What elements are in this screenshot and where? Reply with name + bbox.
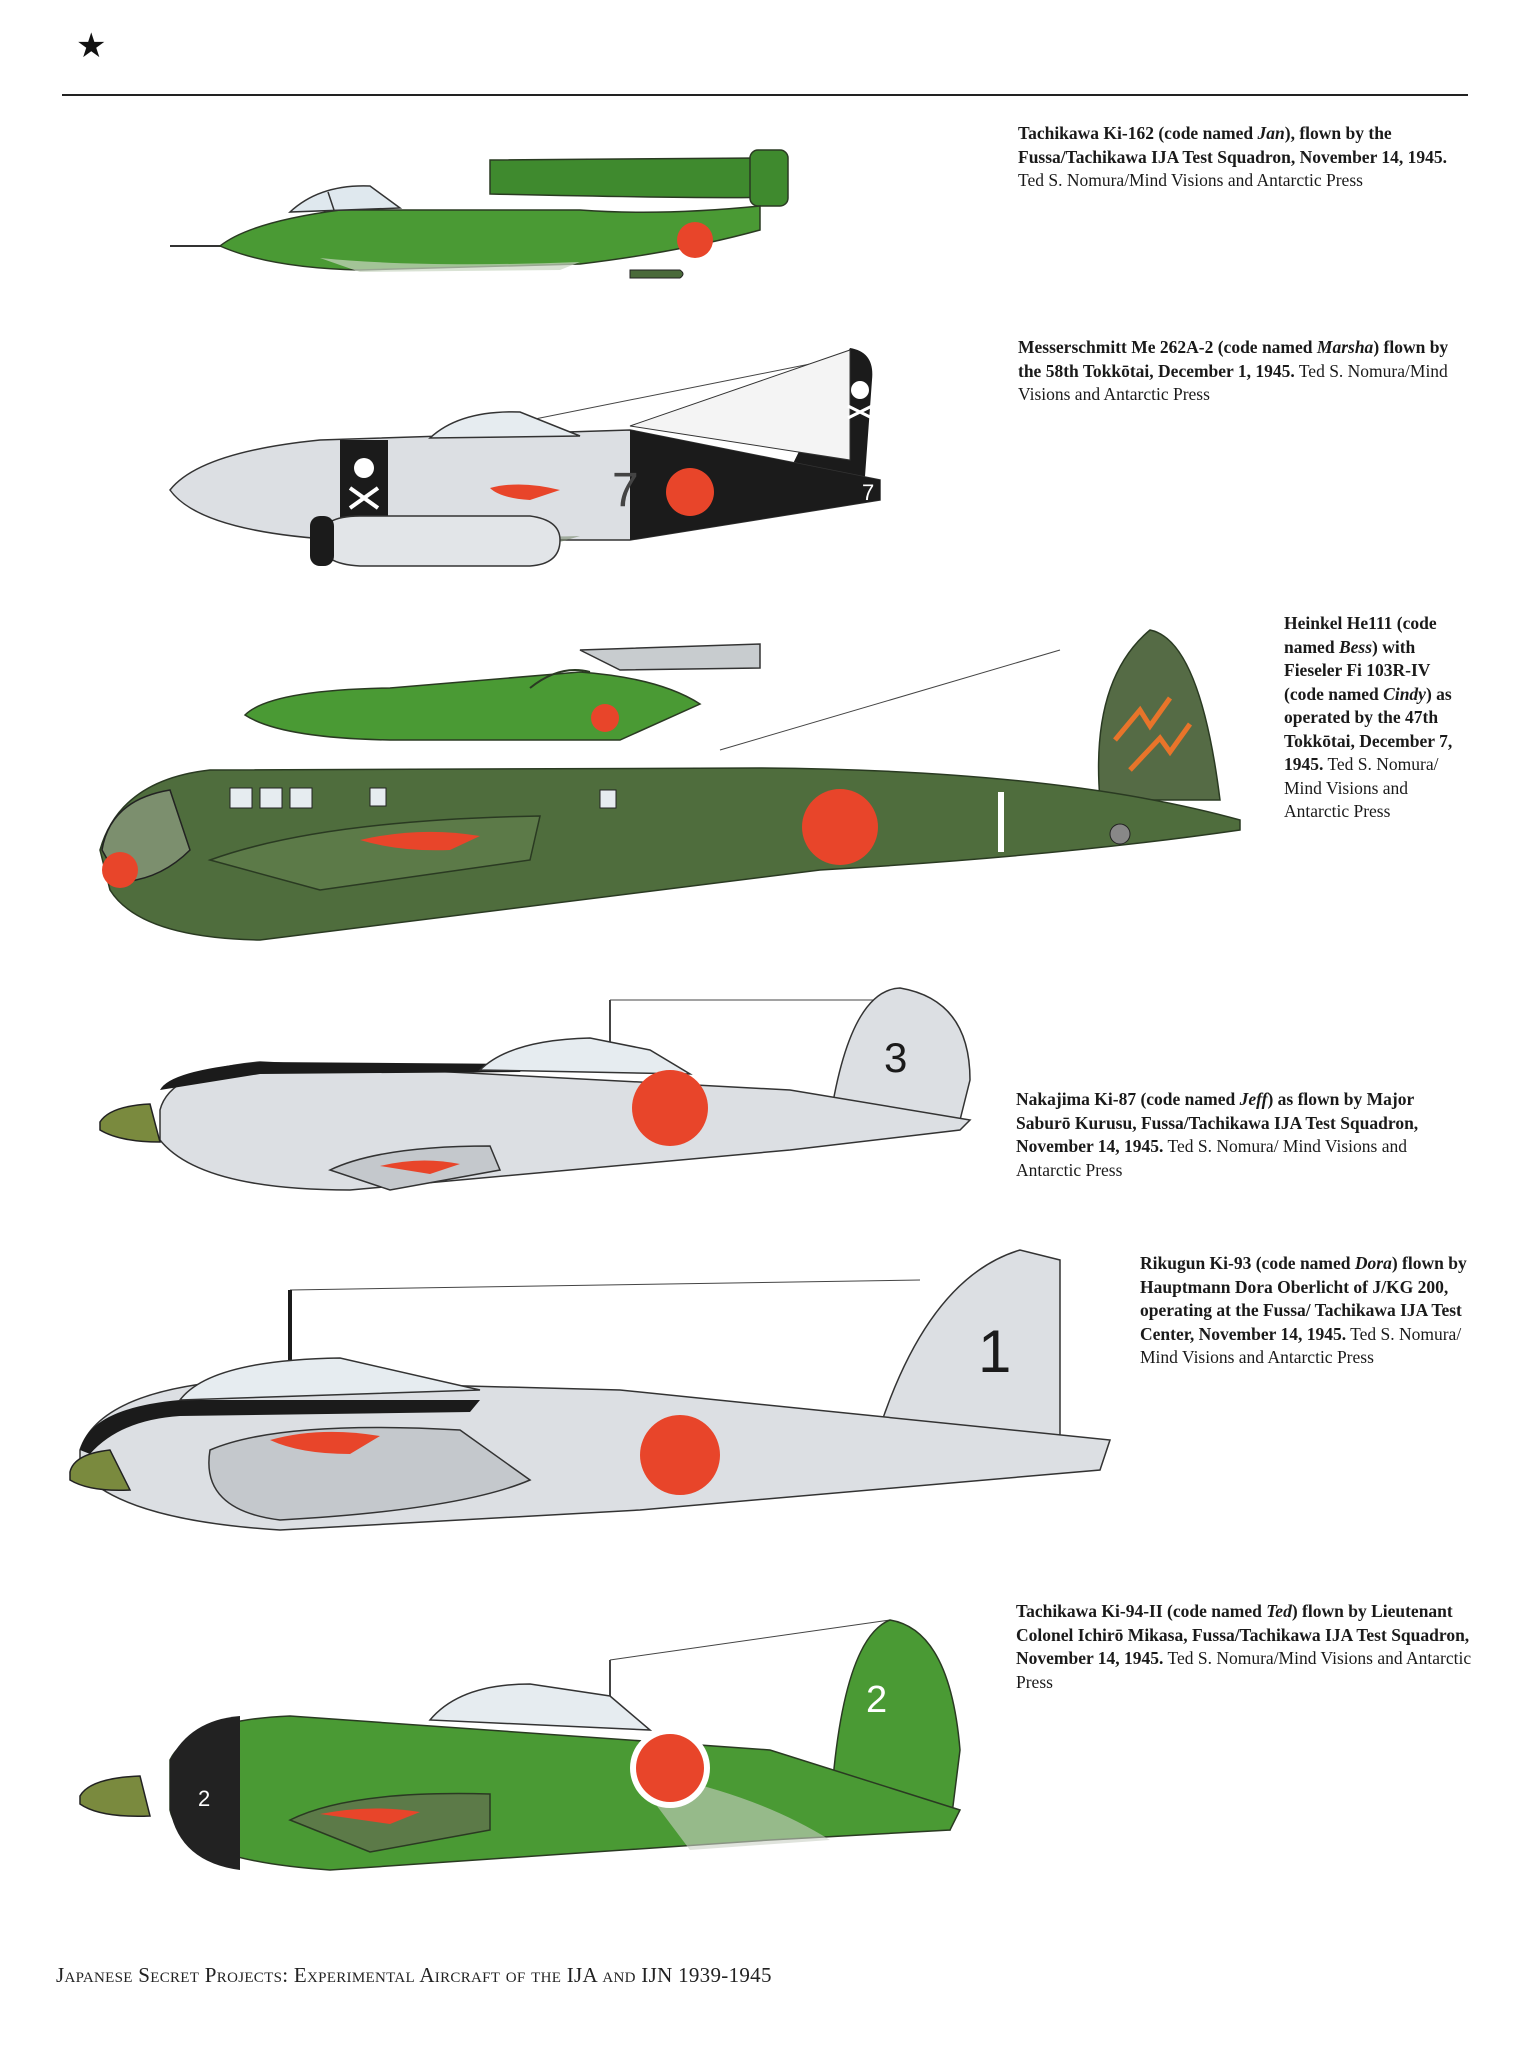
caption-he111-mid: ) with Fieseler Fi 103R-IV (code named	[1284, 636, 1431, 704]
caption-ki87-codename: Jeff	[1239, 1089, 1268, 1109]
me262-tail-number: 7	[862, 480, 875, 505]
caption-ki93-lead: Rikugun Ki-93 (code named	[1140, 1253, 1355, 1273]
caption-ki94-credit: Ted S. Nomura/Mind Visions and Antarctic Press	[1016, 1648, 1472, 1692]
caption-ki162-credit: Ted S. Nomura/Mind Visions and Antarctic Press	[1018, 170, 1363, 190]
ki87-illustration	[90, 970, 990, 1210]
caption-ki93	[1140, 1252, 1470, 1370]
ki162-illustration	[160, 140, 920, 300]
caption-ki93-credit: Ted S. Nomura/ Mind Visions and Antarctic Press	[1140, 1323, 1462, 1367]
ki87-tail-number: 3	[884, 1034, 908, 1081]
caption-ki93-codename: Dora	[1354, 1253, 1392, 1273]
caption-ki94-lead: Tachikawa Ki-94-II (code named	[1016, 1601, 1267, 1621]
ki94-tail-number: 2	[866, 1679, 888, 1721]
header-star-icon: ★	[76, 28, 107, 65]
caption-ki162-lead: Tachikawa Ki-162 (code named	[1018, 123, 1258, 143]
ki93-illustration	[60, 1240, 1120, 1570]
caption-me262	[1018, 336, 1468, 407]
caption-he111-lead: Heinkel He111 (code named	[1284, 613, 1437, 657]
caption-ki87-credit: Ted S. Nomura/ Mind Visions and Antarctic Press	[1016, 1136, 1407, 1180]
caption-he111-trail: ) as operated by the 47th Tokkōtai, December 7, 1945.	[1284, 683, 1453, 774]
caption-me262-lead: Messerschmitt Me 262A-2 (code named	[1018, 337, 1317, 357]
caption-ki93-trail: ) flown by Hauptmann Dora Oberlicht of J/KG 200, operating at the Fussa/ Tachikawa IJA Test Center, November 14, 1945.	[1140, 1253, 1467, 1344]
caption-me262-trail: ) flown by the 58th Tokkōtai, December 1, 1945.	[1018, 337, 1449, 381]
caption-he111-codename: Bess	[1338, 636, 1372, 657]
me262-fuselage-number: 7	[612, 464, 639, 517]
caption-ki87-lead: Nakajima Ki-87 (code named	[1016, 1089, 1240, 1109]
caption-he111	[1284, 612, 1474, 824]
caption-ki94	[1016, 1600, 1472, 1694]
caption-ki87-trail: ) as flown by Major Saburō Kurusu, Fussa/Tachikawa IJA Test Squadron, November 14, 1945.	[1016, 1089, 1419, 1156]
he111-illustration	[60, 620, 1260, 950]
caption-ki162-trail: ), flown by the Fussa/Tachikawa IJA Test Squadron, November 14, 1945.	[1018, 123, 1448, 167]
ki94-illustration	[70, 1600, 970, 1900]
caption-he111-codename2: Cindy	[1383, 683, 1426, 704]
caption-ki162-codename: Jan	[1257, 123, 1285, 143]
caption-ki94-trail: ) flown by Lieutenant Colonel Ichirō Mikasa, Fussa/Tachikawa IJA Test Squadron, November 14, 1945.	[1016, 1601, 1470, 1668]
caption-ki162	[1018, 122, 1468, 193]
caption-me262-credit: Ted S. Nomura/Mind Visions and Antarctic Press	[1018, 360, 1448, 404]
caption-me262-codename: Marsha	[1316, 337, 1374, 357]
caption-he111-credit: Ted S. Nomura/ Mind Visions and Antarctic Press	[1284, 754, 1439, 821]
caption-ki94-codename: Ted	[1266, 1601, 1292, 1621]
ki94-cowl-number: 2	[198, 1786, 211, 1811]
ki93-tail-number: 1	[978, 1318, 1012, 1385]
header-rule	[62, 94, 1468, 96]
me262-illustration	[160, 340, 940, 580]
book-title-footer: Japanese Secret Projects: Experimental Aircraft of the IJA and IJN 1939-1945	[56, 1963, 772, 1987]
caption-ki87	[1016, 1088, 1456, 1182]
